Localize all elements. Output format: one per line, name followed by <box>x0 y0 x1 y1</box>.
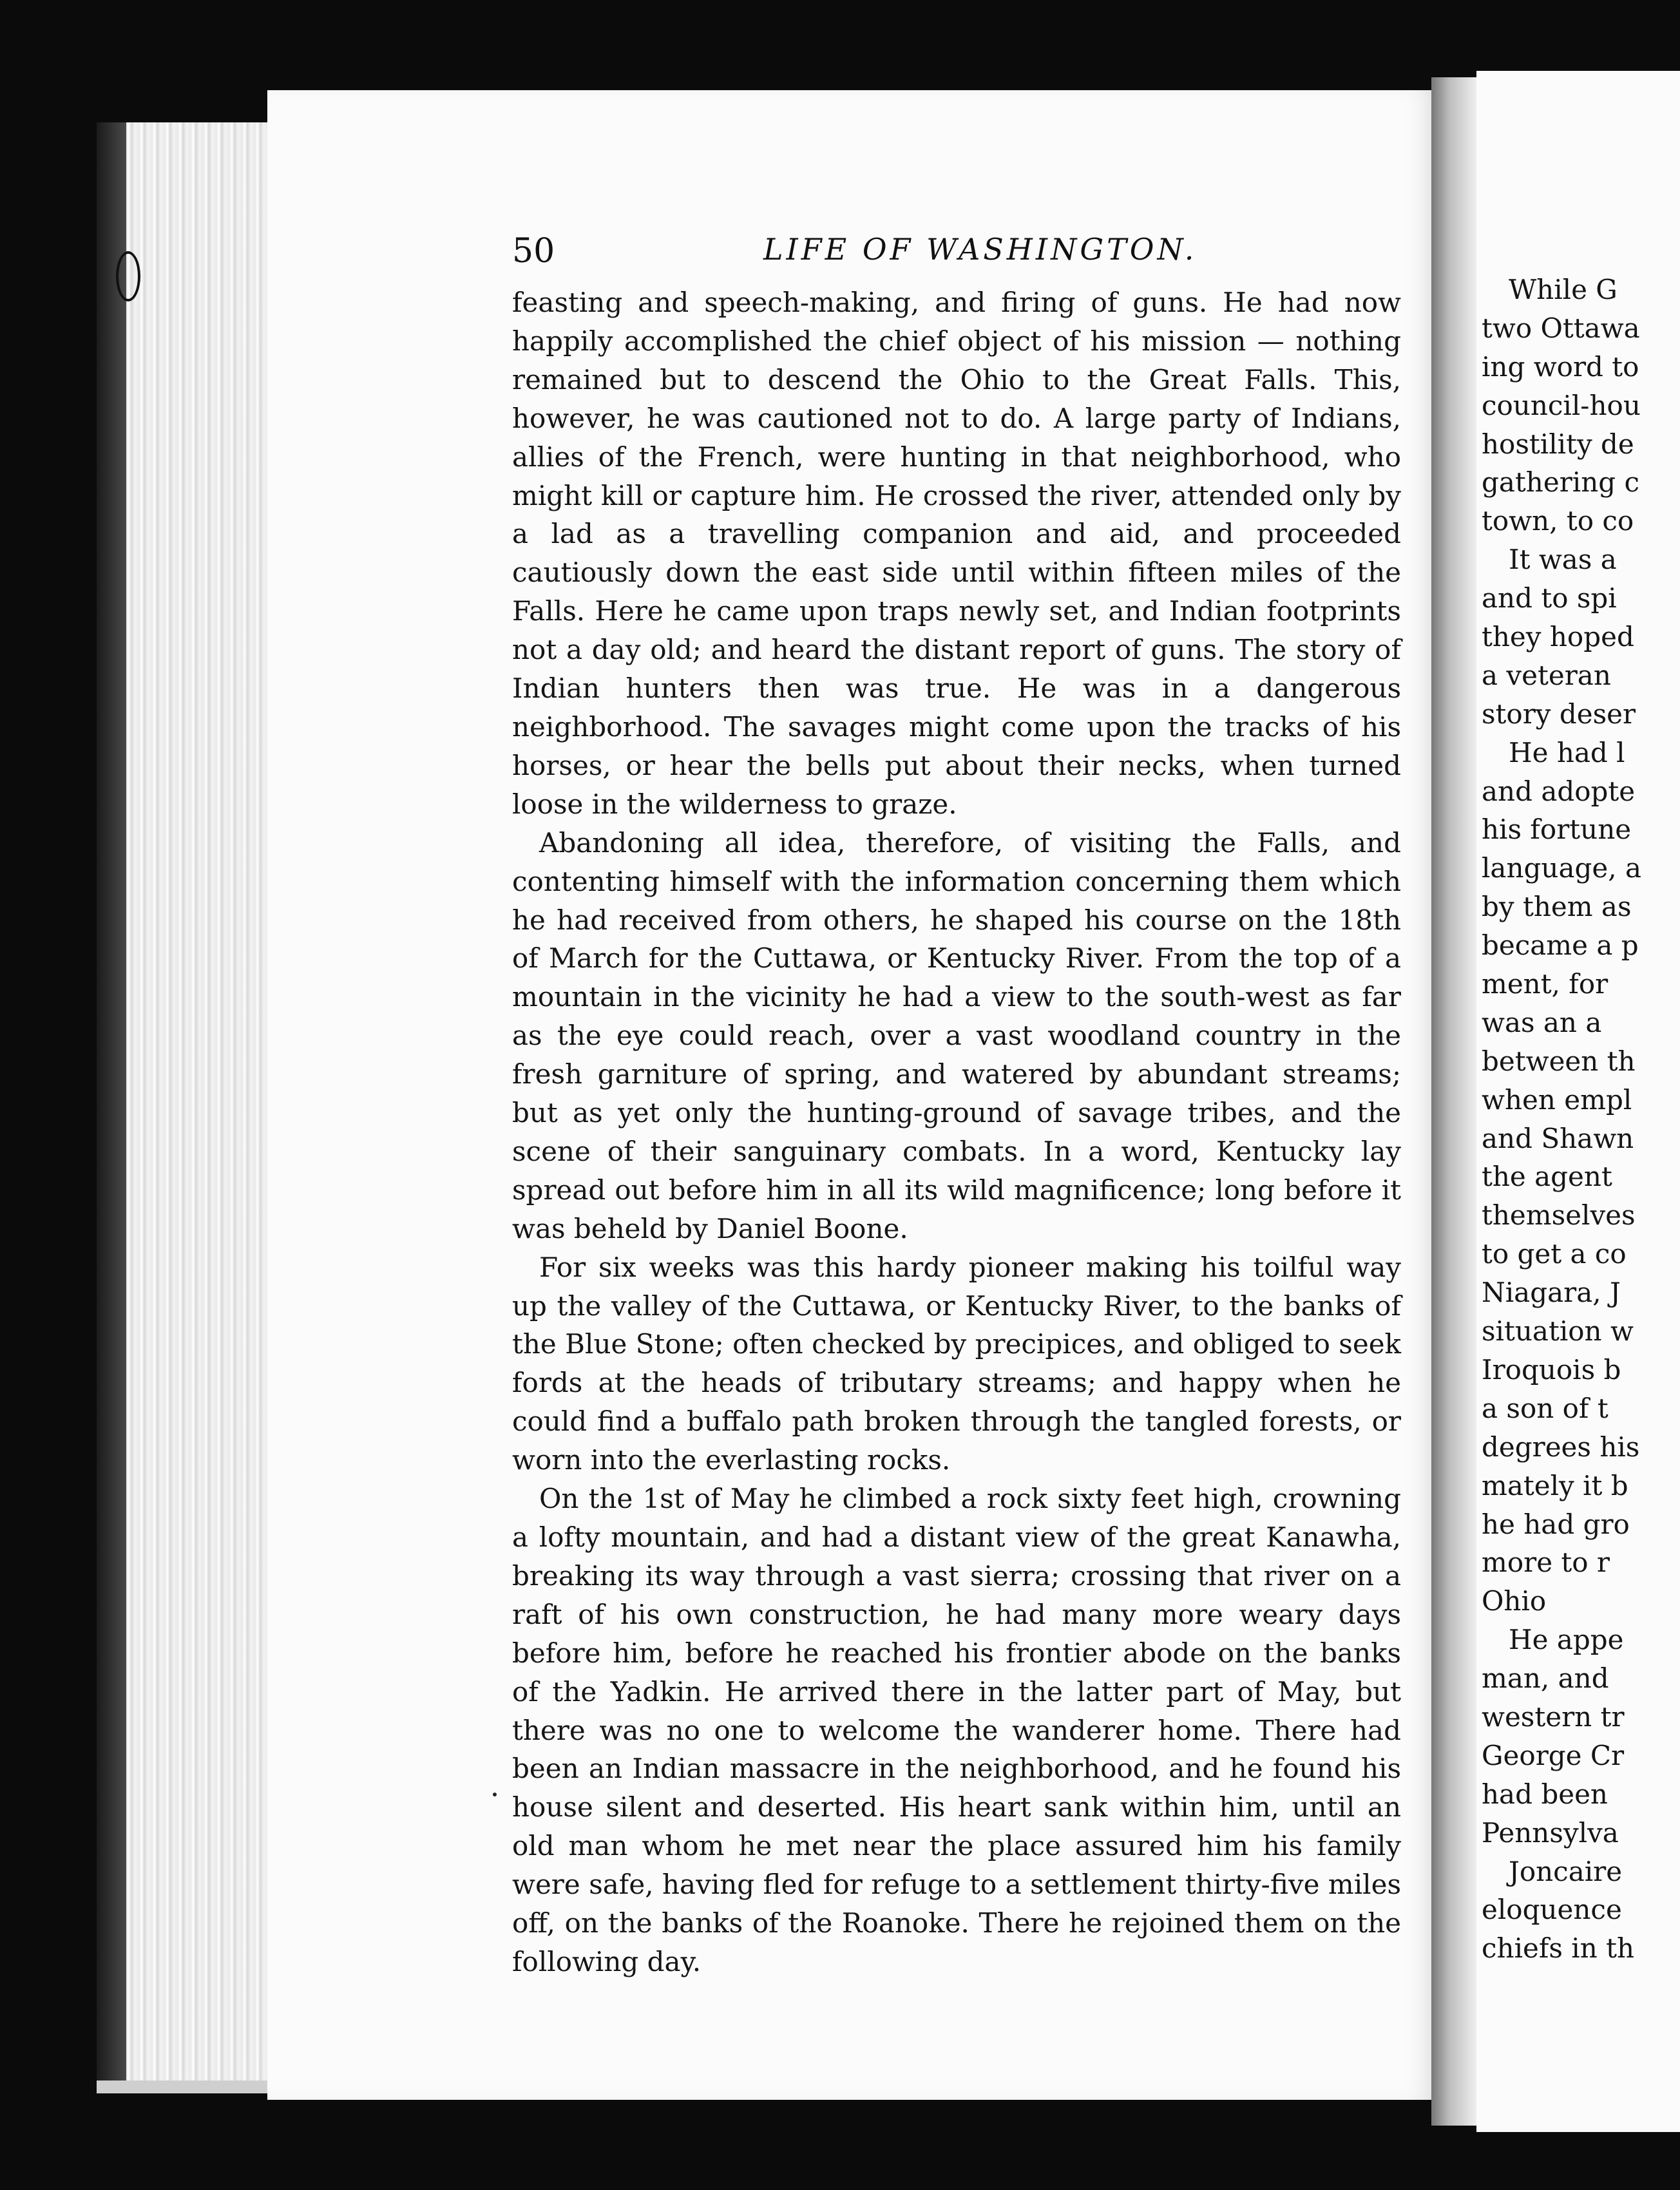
right-page-line: He had l <box>1509 736 1625 768</box>
right-page-line: his fortune <box>1482 814 1632 846</box>
right-page-line: ment, for <box>1482 968 1608 1000</box>
right-page-line: to get a co <box>1482 1238 1627 1270</box>
right-page-line: the agent <box>1482 1161 1612 1193</box>
right-page-line: ing word to <box>1482 350 1639 383</box>
ink-dot <box>493 1793 497 1796</box>
right-page-line: by them as <box>1482 891 1632 923</box>
right-page-line: gathering c <box>1482 466 1640 499</box>
right-page-line: more to r <box>1482 1547 1610 1579</box>
page-number: 50 <box>512 232 555 271</box>
spine-mark <box>116 251 140 301</box>
right-page-line: had been <box>1482 1778 1608 1810</box>
paragraph-4: On the 1st of May he climbed a rock sixty feet high, crowning a lofty mountain, and had a distant view of the great Kanawha, breaking its way through a vast sierra; crossing that river on a raft of his own construction, he had many more weary days before him, before he reached his frontier abode on the banks of the Yadkin. He arrived there in the latter part of May, but there was no one to welcome the wanderer home. There had been an Indian massacre in the neighborhood, and he found his house silent and deserted. His heart sank within him, until an old man whom he met near the place assured him his family were safe, having fled for refuge to a settlement thirty-five miles off, on the banks of the Roanoke. There he rejoined them on the following day. <box>512 1483 1401 1977</box>
right-page-line: became a p <box>1482 929 1639 962</box>
right-page-line: a son of t <box>1482 1392 1608 1424</box>
right-page-line: two Ottawa <box>1482 312 1640 344</box>
page-stack-bottom <box>97 2080 271 2093</box>
book-gutter <box>1431 77 1476 2126</box>
right-page-line: mately it b <box>1482 1469 1628 1501</box>
page-header <box>512 232 1414 277</box>
right-page-line: a veteran <box>1482 659 1611 691</box>
right-page-line: and adopte <box>1482 775 1636 807</box>
right-page-line: Ohio <box>1482 1585 1547 1617</box>
right-page-line: western tr <box>1482 1700 1625 1733</box>
right-page-line: they hoped <box>1482 621 1634 653</box>
running-title: LIFE OF WASHINGTON. <box>763 232 1198 267</box>
right-page-text <box>1482 271 1680 1968</box>
right-page-line: Joncaire <box>1509 1855 1623 1887</box>
right-page-line: language, a <box>1482 852 1641 884</box>
right-page-line: he had gro <box>1482 1508 1630 1540</box>
right-page-line: Niagara, J <box>1482 1277 1621 1309</box>
right-page-line: He appe <box>1509 1624 1624 1656</box>
right-page-line: and to spi <box>1482 582 1617 614</box>
right-page-line: hostility de <box>1482 428 1634 460</box>
right-page-line: themselves <box>1482 1199 1636 1232</box>
right-page-line: and Shawn <box>1482 1122 1634 1154</box>
paragraph-1: feasting and speech-making, and firing of guns. He had now happily accomplished the chief object of his mission — nothing remained but to descend the Ohio to the Great Falls. This, however, he was cautioned not to do. A large party of Indians, allies of the French, were hunting in that neighborhood, who might kill or capture him. He crossed the river, attended only by a lad as a travelling companion and aid, and proceeded cautiously down the east side until within fifteen miles of the Falls. Here he came upon traps newly set, and Indian footprints not a day old; and heard the distant report of guns. The story of Indian hunters then was true. He was in a dangerous neighborhood. The savages might come upon the tracks of his horses, or hear the bells put about their necks, when turned loose in the wilderness to graze. <box>512 287 1401 820</box>
right-page-line: when empl <box>1482 1083 1632 1116</box>
right-page-line: eloquence <box>1482 1894 1622 1926</box>
right-page-line: town, to co <box>1482 505 1634 537</box>
right-page-line: Pennsylva <box>1482 1816 1619 1849</box>
right-page-line: While G <box>1509 274 1618 305</box>
right-page-line: chiefs in th <box>1482 1932 1635 1965</box>
right-page-line: degrees his <box>1482 1431 1640 1463</box>
right-page-line: man, and <box>1482 1662 1609 1695</box>
right-page-line: It was a <box>1509 544 1617 576</box>
right-page-line: Iroquois b <box>1482 1353 1621 1385</box>
right-page-line: council-hou <box>1482 389 1641 421</box>
paragraph-2: Abandoning all idea, therefore, of visiting the Falls, and contenting himself with the information concerning them which he had received from others, he shaped his course on the 18th of March for the Cuttawa, or Kentucky River. From the top of a mountain in the vicinity he had a view to the south-west as far as the eye could reach, over a vast woodland country in the fresh garniture of spring, and watered by abundant streams; but as yet only the hunting-ground of savage tribes, and the scene of their sanguinary combats. In a word, Kentucky lay spread out before him in all its wild magnificence; long before it was beheld by Daniel Boone. <box>512 826 1401 1244</box>
right-page-line: situation w <box>1482 1315 1634 1347</box>
body-text <box>512 283 1401 1981</box>
book-spine-edge <box>97 122 126 2093</box>
right-page-line: between th <box>1482 1045 1636 1077</box>
right-page-line: story deser <box>1482 698 1636 730</box>
right-page-line: was an a <box>1482 1006 1602 1038</box>
right-page-line: George Cr <box>1482 1739 1625 1771</box>
paragraph-3: For six weeks was this hardy pioneer making his toilful way up the valley of the Cuttawa, or Kentucky River, to the banks of the Blue Stone; often checked by precipices, and obliged to seek fords at the heads of tributary streams; and happy when he could find a buffalo path broken through the tangled forests, or worn into the everlasting rocks. <box>512 1251 1401 1476</box>
